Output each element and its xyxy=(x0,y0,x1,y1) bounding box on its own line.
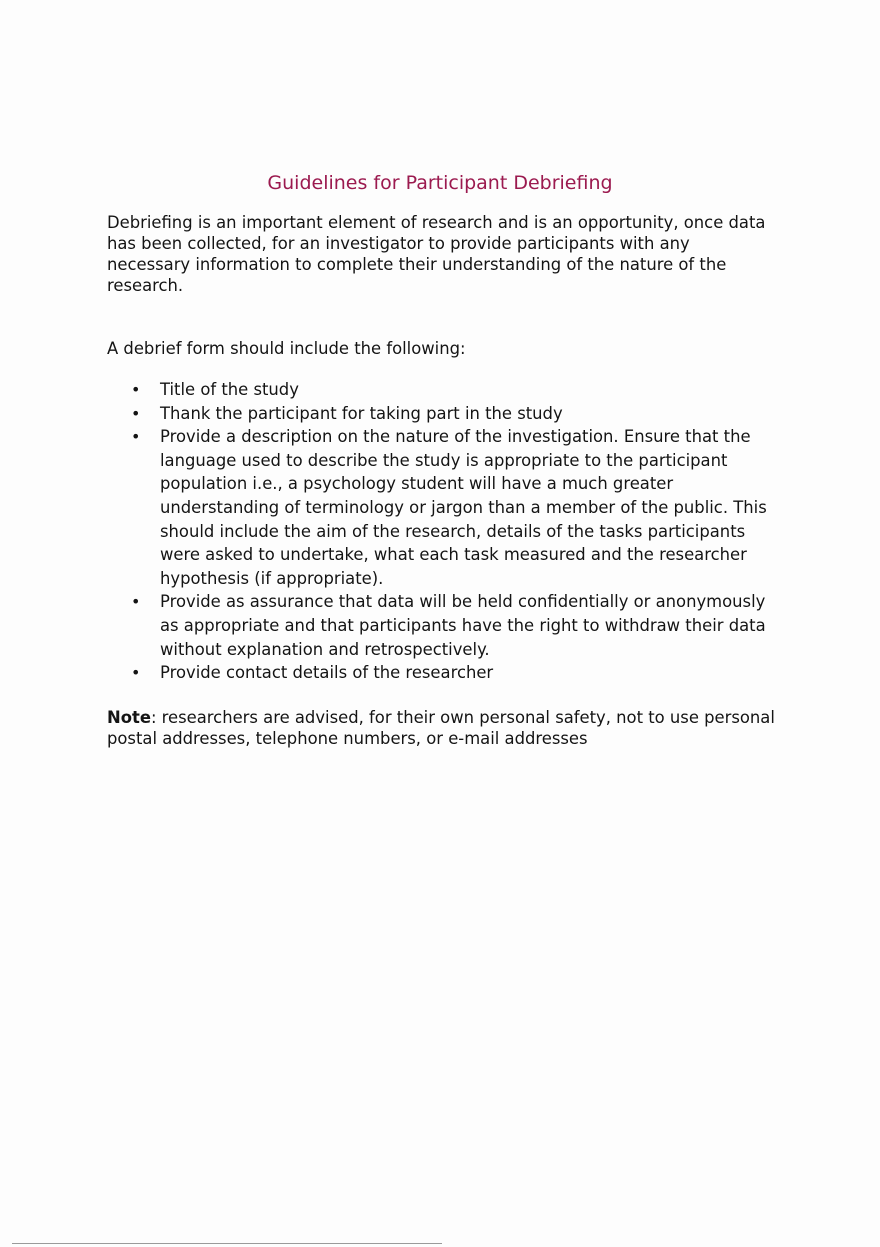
note-paragraph xyxy=(107,707,787,749)
intro-paragraph: Debriefing is an important element of research and is an opportunity, once data has been collected, for an investigator to provide participants with any necessary information to complete their understanding of the nature of the research. xyxy=(107,213,766,295)
bullet-icon: • xyxy=(131,380,141,399)
list-item xyxy=(107,661,787,685)
list-lead-text: A debrief form should include the following: xyxy=(107,339,466,358)
list-item-text: Thank the participant for taking part in the study xyxy=(160,403,563,423)
bullet-icon: • xyxy=(131,663,141,683)
bullet-icon: • xyxy=(131,403,141,423)
list-item xyxy=(107,378,787,402)
note-label: Note xyxy=(107,708,151,727)
bullet-icon: • xyxy=(131,427,141,447)
requirements-list xyxy=(107,378,787,685)
list-item-text: Provide a description on the nature of the investigation. Ensure that the language used to describe the study is appropriate to the participant population i.e., a psychology student will have a much greater understanding of terminology or jargon than a member of the public. This should include the aim of the research, details of the tasks participants were asked to undertake, what each task measured and the researcher hypothesis (if appropriate). xyxy=(160,427,767,588)
list-item-text: Provide as assurance that data will be held confidentially or anonymously as appropriate and that participants have the right to withdraw their data without explanation and retrospectively. xyxy=(160,592,766,659)
document-title: Guidelines for Participant Debriefing xyxy=(267,172,613,194)
note-text: : researchers are advised, for their own personal safety, not to use personal postal addresses, telephone numbers, or e-mail addresses xyxy=(107,708,775,748)
list-item xyxy=(107,590,787,661)
list-item xyxy=(107,425,787,590)
footer-divider xyxy=(12,1243,442,1244)
list-item-text: Provide contact details of the researcher xyxy=(160,663,494,683)
bullet-icon: • xyxy=(131,592,141,612)
list-item-text: Title of the study xyxy=(160,380,299,399)
list-item xyxy=(107,402,787,426)
